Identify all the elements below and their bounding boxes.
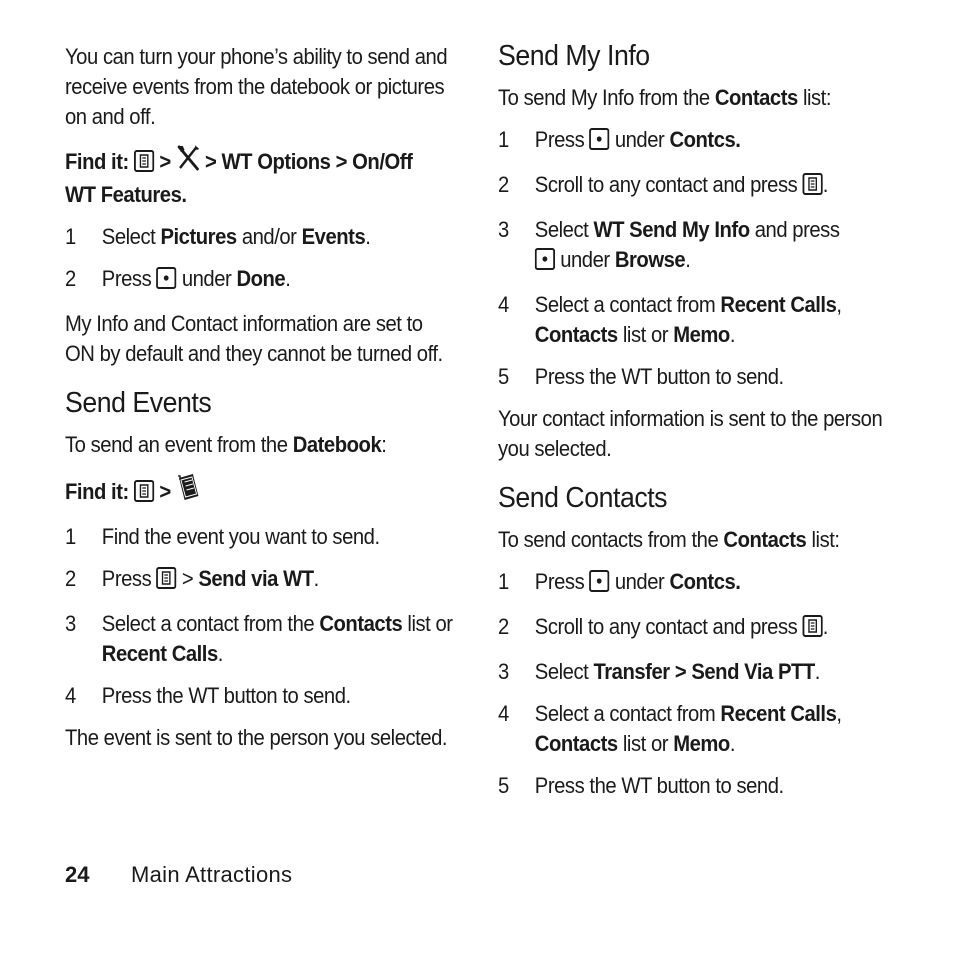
right-column xyxy=(498,40,890,813)
list-item: 4 Select a contact from Recent Calls, Contacts list or Memo. xyxy=(498,292,842,347)
menu-key-icon xyxy=(802,615,822,645)
section-heading-send-events: Send Events xyxy=(65,387,212,419)
list-item: 1 Press under Contcs. xyxy=(498,567,887,600)
list-item: 1 Find the event you want to send. xyxy=(65,524,380,549)
intro-paragraph: You can turn your phone’s ability to send and receive events from the datebook or pictures on and off. xyxy=(65,44,448,129)
section-heading-send-my-info: Send My Info xyxy=(498,40,650,72)
list-item: 2 Press under Done. xyxy=(65,264,454,297)
page-number: 24 xyxy=(65,862,90,887)
menu-key-icon xyxy=(134,480,154,510)
list-item: 2 Scroll to any contact and press . xyxy=(498,170,887,203)
page-footer xyxy=(65,862,292,888)
menu-key-icon xyxy=(156,567,176,597)
menu-key-icon xyxy=(134,150,154,180)
note-paragraph: My Info and Contact information are set to ON by default and they cannot be turned off. xyxy=(65,311,443,366)
center-key-icon xyxy=(589,570,609,600)
list-item: 2 Press > Send via WT. xyxy=(65,564,454,597)
myinfo-intro: To send My Info from the Contacts list: xyxy=(498,85,832,110)
find-it-path-datebook: Find it: > xyxy=(65,472,454,510)
section-heading-send-contacts: Send Contacts xyxy=(498,482,668,514)
center-key-icon xyxy=(156,267,176,297)
list-item: 3 Select a contact from the Contacts list or Recent Calls. xyxy=(65,611,453,666)
list-item: 3 Select Transfer > Send Via PTT. xyxy=(498,659,820,684)
section-title: Main Attractions xyxy=(131,862,293,887)
list-item: 3 Select WT Send My Info and press under Browse. xyxy=(498,215,887,278)
menu-key-icon xyxy=(802,173,822,203)
events-outro: The event is sent to the person you selected. xyxy=(65,725,448,750)
tools-icon xyxy=(176,144,200,180)
events-intro: To send an event from the Datebook: xyxy=(65,432,387,457)
list-item: 1 Select Pictures and/or Events. xyxy=(65,224,371,249)
list-item: 4 Select a contact from Recent Calls, Contacts list or Memo. xyxy=(498,701,842,756)
list-item: 4 Press the WT button to send. xyxy=(65,683,351,708)
list-item: 5 Press the WT button to send. xyxy=(498,364,784,389)
myinfo-outro: Your contact information is sent to the person you selected. xyxy=(498,406,883,461)
list-item: 1 Press under Contcs. xyxy=(498,125,887,158)
center-key-icon xyxy=(589,128,609,158)
center-key-icon xyxy=(535,248,555,278)
left-column xyxy=(65,42,457,765)
find-it-path-wt-options: Find it: > > WT Options > On/Off WT Features. xyxy=(65,144,454,210)
datebook-icon xyxy=(176,472,200,510)
list-item: 5 Press the WT button to send. xyxy=(498,773,784,798)
list-item: 2 Scroll to any contact and press . xyxy=(498,612,887,645)
contacts-intro: To send contacts from the Contacts list: xyxy=(498,527,840,552)
